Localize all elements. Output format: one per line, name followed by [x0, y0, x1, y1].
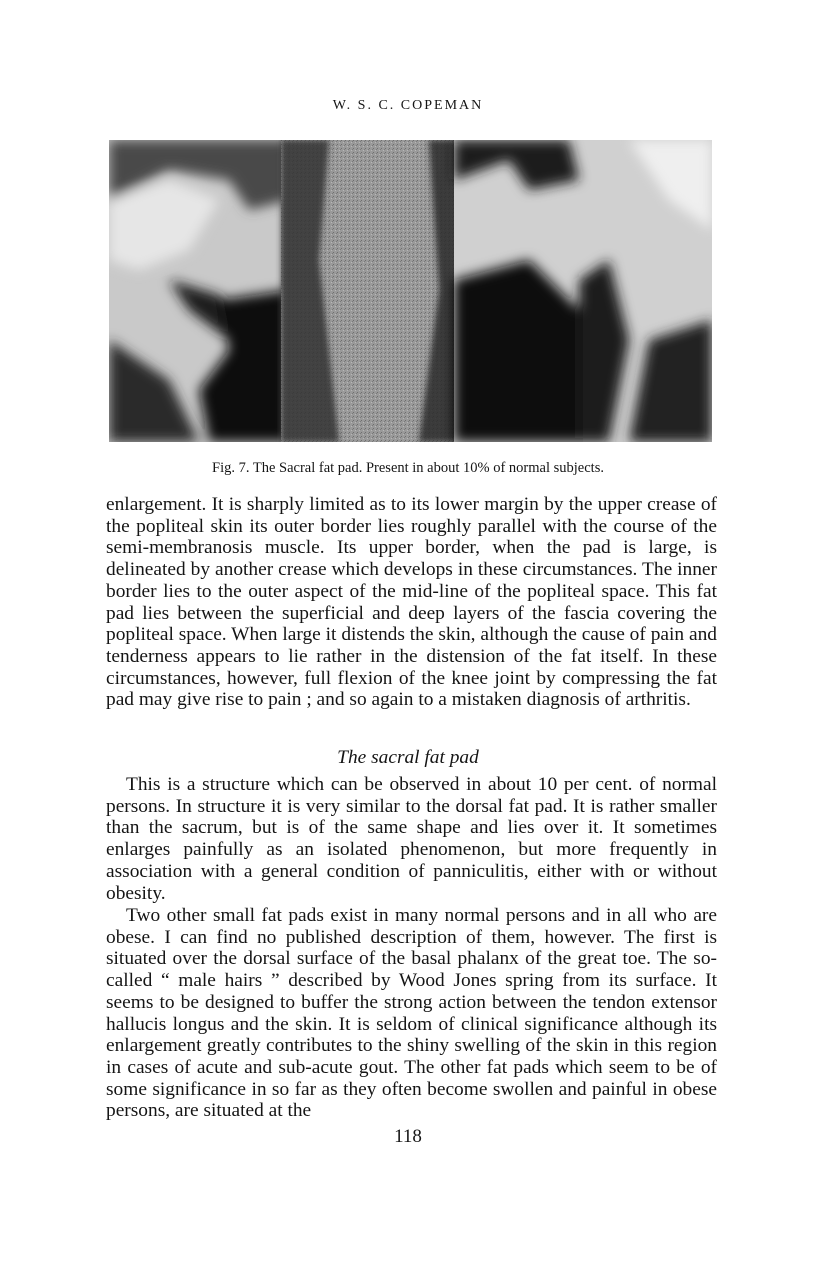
sacral-fat-pad-photo: [109, 140, 712, 442]
paragraph-sacral-fat-pad: This is a structure which can be observed in about 10 per cent. of normal persons. In structure it is very similar to the dorsal fat pad. It is rather smaller than the sacrum, but is of the same shape and lies over it. It sometimes enlarges painfully as an isolated phenomenon, but more frequently in association with a general condition of panniculitis, either with or without obesity.: [106, 774, 717, 904]
figure-photograph: [109, 140, 712, 442]
page-number: 118: [394, 1126, 422, 1147]
paragraph-enlargement: enlargement. It is sharply limited as to its lower margin by the upper crease of the popliteal skin its outer border lies roughly parallel with the course of the semi-membranosis muscle. Its upper border, when the pad is large, is delineated by another crease which develops in these circumstances. The inner border lies to the outer aspect of the mid-line of the popliteal space. This fat pad lies between the superficial and deep layers of the fascia covering the popliteal space. When large it distends the skin, although the cause of pain and tenderness appears to lie rather in the distension of the fat itself. In these circumstances, however, full flexion of the knee joint by compressing the fat pad may give rise to pain ; and so again to a mistaken diagnosis of arthritis.: [106, 494, 717, 711]
section-heading: The sacral fat pad: [337, 747, 479, 768]
figure-caption: Fig. 7. The Sacral fat pad. Present in about 10% of normal subjects.: [212, 460, 604, 476]
paragraph-other-fat-pads: Two other small fat pads exist in many normal persons and in all who are obese. I can find no published description of them, however. The first is situated over the dorsal surface of the basal phalanx of the great toe. The so-called “ male hairs ” described by Wood Jones spring from its surface. It seems to be designed to buffer the strong action between the tendon extensor hallucis longus and the skin. It is seldom of clinical significance although its enlargement greatly contributes to the shiny swelling of the skin in this region in cases of acute and sub-acute gout. The other fat pads which seem to be of some significance in so far as they often become swollen and painful in obese persons, are situated at the: [106, 905, 717, 1122]
running-head: W. S. C. COPEMAN: [332, 98, 484, 113]
